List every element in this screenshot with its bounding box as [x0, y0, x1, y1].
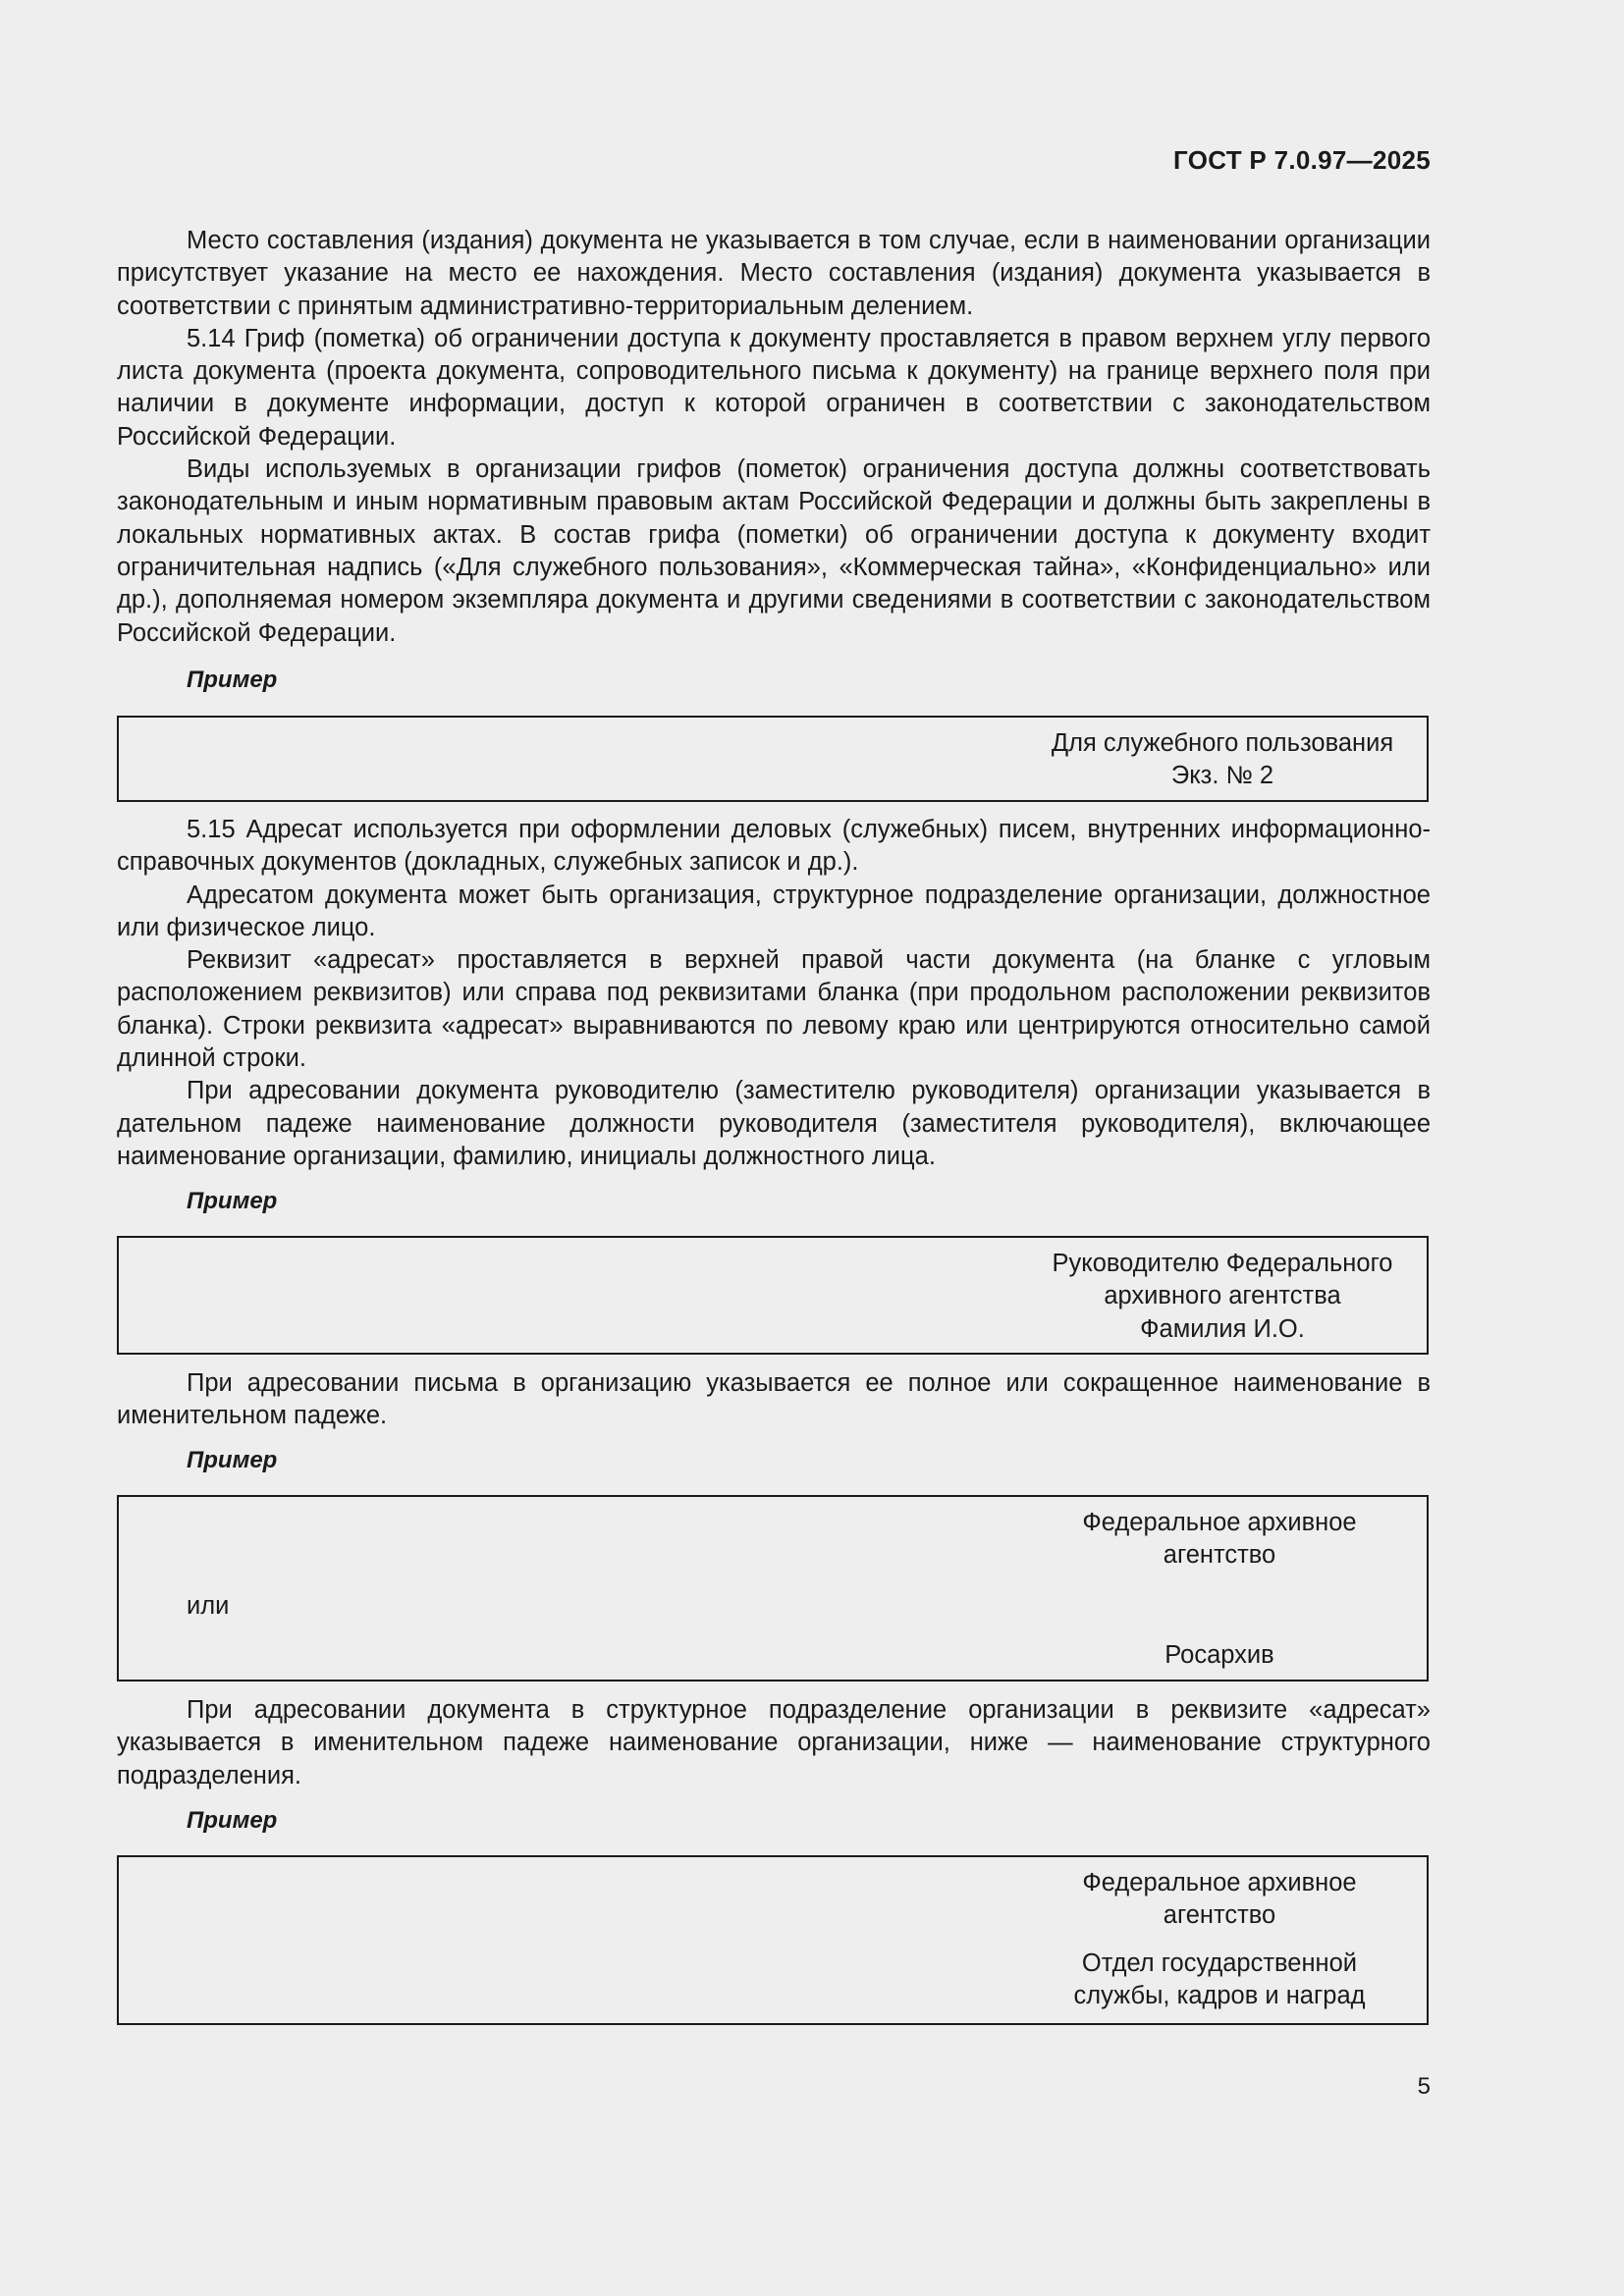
addressee-line: агентство: [1163, 1901, 1276, 1930]
section-place-and-classification: [117, 225, 1431, 650]
paragraph: 5.14 Гриф (пометка) об ограничении доступа к документу проставляется в правом верхнем углу первого листа документа (проекта документа, сопроводительного письма к документу) на границе верхнего поля при наличии в документе информации, доступ к которой ограничен в соответствии с законодательством Российской Федерации.: [117, 324, 1431, 451]
paragraph: 5.15 Адресат используется при оформлении деловых (служебных) писем, внутренних информационно-справочных документов (докладных, служебных записок и др.).: [117, 816, 1431, 877]
section-address-department: [117, 1694, 1431, 1792]
addressee-line: агентство: [1163, 1541, 1276, 1570]
addressee-department: [1057, 1948, 1381, 2013]
addressee-line: Федеральное архивное: [1082, 1869, 1357, 1896]
example-box-classification: [117, 716, 1429, 802]
addressee-block: [1067, 1507, 1372, 1573]
section-address-organization: [117, 1367, 1431, 1433]
standard-code-header: ГОСТ Р 7.0.97—2025: [1173, 145, 1431, 175]
paragraph: Виды используемых в организации грифов (пометок) ограничения доступа должны соответствовать законодательным и иным нормативным правовым актам Российской Федерации и должны быть закреплены в локальных нормативных актах. В состав грифа (пометки) об ограничении доступа к документу входит ограничительная надпись («Для служебного пользования», «Коммерческая тайна», «Конфиденциально» или др.), дополняемая номером экземпляра документа и другими сведениями в соответствии с законодательством Российской Федерации.: [117, 455, 1431, 647]
page-number: 5: [1417, 2073, 1431, 2100]
paragraph: Адресатом документа может быть организация, структурное подразделение организации, должностное или физическое лицо.: [117, 881, 1431, 941]
example-box-department: [117, 1855, 1429, 2025]
example-label: Пример: [187, 1188, 278, 1214]
example-label: Пример: [187, 667, 278, 693]
paragraph: Реквизит «адресат» проставляется в верхней правой части документа (на бланке с угловым расположением реквизитов) или справа под реквизитами бланка (при продольном расположении реквизитов бланка). Строки реквизита «адресат» выравниваются по левому краю или центрируются относительно самой длинной строки.: [117, 946, 1431, 1073]
addressee-line: Росархив: [1164, 1641, 1274, 1669]
paragraph: При адресовании документа руководителю (заместителю руководителя) организации указывается в дательном падеже наименование должности руководителя (заместителя руководителя), включающее наименование организации, фамилию, инициалы должностного лица.: [117, 1077, 1431, 1170]
paragraph: При адресовании письма в организацию указывается ее полное или сокращенное наименование в именительном падеже.: [117, 1369, 1431, 1430]
example-label: Пример: [187, 1807, 278, 1834]
addressee-line: Руководителю Федерального: [1052, 1250, 1393, 1277]
example-label: Пример: [187, 1447, 278, 1473]
example-box-organization: [117, 1495, 1429, 1682]
alternative-word: или: [187, 1592, 230, 1620]
classification-stamp: [1036, 727, 1409, 793]
addressee-line: службы, кадров и наград: [1073, 1982, 1366, 2010]
addressee-line: архивного агентства: [1104, 1282, 1341, 1310]
section-addressee: [117, 814, 1431, 1173]
addressee-line: Федеральное архивное: [1082, 1509, 1357, 1536]
example-box-head-of-agency: [117, 1236, 1429, 1355]
addressee-line: Отдел государственной: [1081, 1949, 1358, 1977]
addressee-block: [1036, 1248, 1409, 1346]
stamp-line: Экз. № 2: [1170, 762, 1274, 790]
addressee-line: Фамилия И.О.: [1140, 1314, 1305, 1343]
paragraph: При адресовании документа в структурное подразделение организации в реквизите «адресат» указывается в именительном падеже наименование организации, ниже — наименование структурного подразделения.: [117, 1696, 1431, 1789]
addressee-block-short: [1067, 1639, 1372, 1672]
paragraph: Место составления (издания) документа не указывается в том случае, если в наименовании организации присутствует указание на место ее нахождения. Место составления (издания) документа указывается в соответствии с принятым административно-территориальным делением.: [117, 227, 1431, 320]
addressee-organization: [1057, 1867, 1381, 1933]
stamp-line: Для служебного пользования: [1051, 729, 1394, 757]
